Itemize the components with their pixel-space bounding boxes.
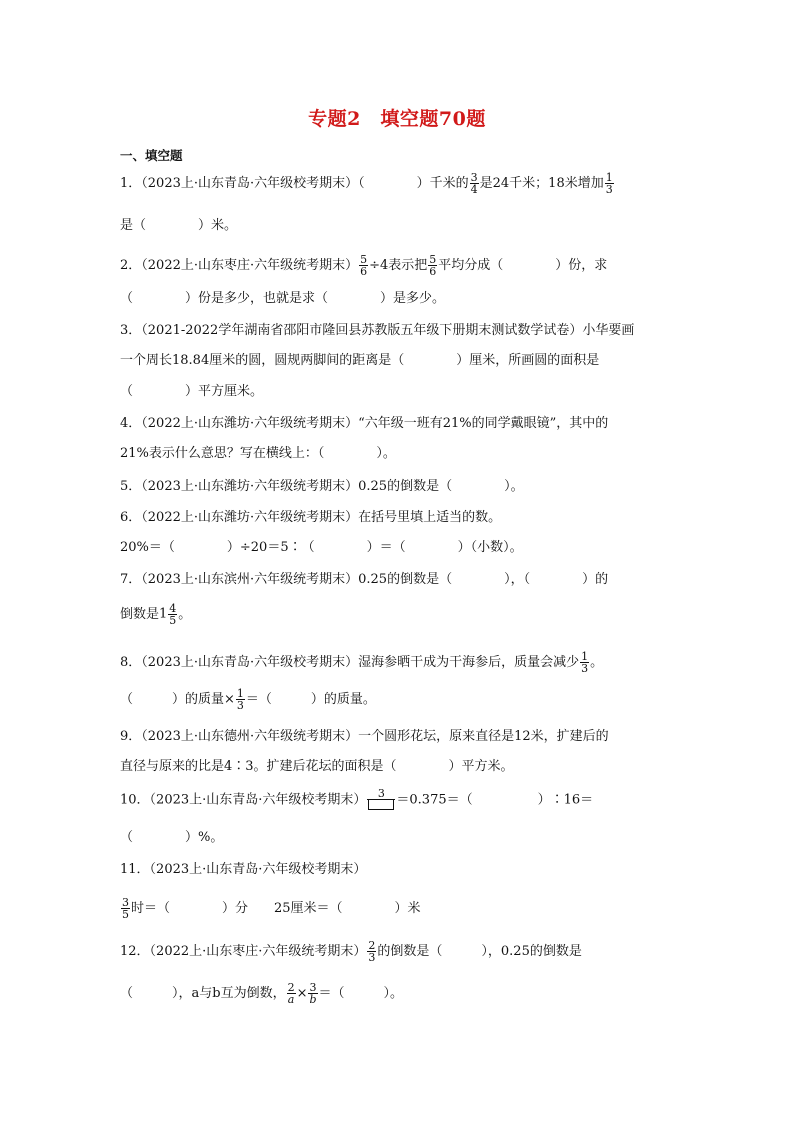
question-12-line-1: 12．（2022上·山东枣庄·六年级统考期末） $\frac{2}{3}$ 的倒数是（ ），0.25的倒数是 bbox=[120, 939, 582, 964]
question-3-line-1: 3．（2021-2022学年湖南省邵阳市隆回县苏教版五年级下册期末测试数学试卷）小华要画 bbox=[120, 323, 635, 338]
fraction: $\frac{4}{5}$ bbox=[169, 602, 177, 627]
fraction: $\frac{2}{3}$ bbox=[368, 939, 376, 964]
fraction: $\frac{3}{b}$ bbox=[309, 981, 317, 1006]
fraction: $\frac{5}{6}$ bbox=[429, 253, 437, 278]
fraction: $\frac{5}{6}$ bbox=[360, 253, 368, 278]
fraction: $\frac{3}{5}$ bbox=[122, 896, 129, 921]
fraction-blank-denominator: 3 bbox=[367, 788, 395, 812]
fraction: $\frac{1}{3}$ bbox=[236, 687, 244, 712]
question-4-line-2: 21%表示什么意思？写在横线上：（ ）。 bbox=[120, 446, 396, 461]
question-11-line-2: $\frac{3}{5}$ 时＝（ ）分 25厘米＝（ ）米 bbox=[122, 896, 421, 921]
question-1-line-1: 1．（2023上·山东青岛·六年级校考期末）（ ）千米的 $\frac{3}{4}$ 是24千米；18米增加 $\frac{1}{3}$ bbox=[120, 171, 613, 196]
question-4-line-1: 4．（2022上·山东潍坊·六年级统考期末）“六年级一班有21%的同学戴眼镜”，其中的 bbox=[120, 416, 609, 431]
question-11-line-1: 11．（2023上·山东青岛·六年级校考期末） bbox=[120, 862, 367, 877]
fraction: $\frac{1}{3}$ bbox=[581, 650, 589, 675]
fraction: $\frac{2}{a}$ bbox=[287, 981, 295, 1006]
question-7-line-1: 7．（2023上·山东滨州·六年级统考期末）0.25的倒数是（ ），（ ）的 bbox=[120, 572, 609, 587]
question-3-line-3: （ ）平方厘米。 bbox=[120, 384, 264, 399]
blank-box bbox=[368, 800, 394, 810]
page-title: 专题2 填空题70题 bbox=[308, 108, 486, 130]
section-heading: 一、填空题 bbox=[120, 148, 183, 163]
question-9-line-1: 9．（2023上·山东德州·六年级统考期末）一个圆形花坛，原来直径是12米，扩建后的 bbox=[120, 729, 609, 744]
question-8-line-1: 8．（2023上·山东青岛·六年级校考期末）湿海参晒干成为干海参后，质量会减少 $\frac{1}{3}$ 。 bbox=[120, 650, 604, 675]
question-9-line-2: 直径与原来的比是4∶3。扩建后花坛的面积是（ ）平方米。 bbox=[120, 759, 514, 774]
question-5: 5．（2023上·山东潍坊·六年级统考期末）0.25的倒数是（ ）。 bbox=[120, 479, 524, 494]
question-10-line-2: （ ）%。 bbox=[120, 830, 224, 845]
question-12-line-2: （ ），a与b互为倒数， $\frac{2}{a}$ × $\frac{3}{b}$ ＝（ ）。 bbox=[120, 981, 404, 1006]
question-3-line-2: 一个周长18.84厘米的圆，圆规两脚间的距离是（ ）厘米，所画圆的面积是 bbox=[120, 353, 600, 368]
question-2-line-2: （ ）份是多少，也就是求（ ）是多少。 bbox=[120, 291, 446, 306]
question-6-line-1: 6．（2022上·山东潍坊·六年级统考期末）在括号里填上适当的数。 bbox=[120, 510, 502, 525]
question-8-line-2: （ ）的质量× $\frac{1}{3}$ ＝（ ）的质量。 bbox=[120, 687, 376, 712]
question-10-line-1: 10．（2023上·山东青岛·六年级校考期末） 3 ＝0.375＝（ ）∶16＝ bbox=[120, 788, 680, 812]
question-1-line-2: 是（ ）米。 bbox=[120, 218, 238, 233]
question-7-line-2: 倒数是1 $\frac{4}{5}$ 。 bbox=[120, 602, 192, 627]
fraction: $\frac{3}{4}$ bbox=[470, 171, 478, 196]
fraction: $\frac{1}{3}$ bbox=[605, 171, 613, 196]
question-2-line-1: 2．（2022上·山东枣庄·六年级统考期末） $\frac{5}{6}$ ÷4表示把 $\frac{5}{6}$ 平均分成（ ）份，求 bbox=[120, 253, 608, 278]
question-6-line-2: 20%＝（ ）÷20＝5∶（ ）＝（ ）（小数）。 bbox=[120, 540, 523, 555]
